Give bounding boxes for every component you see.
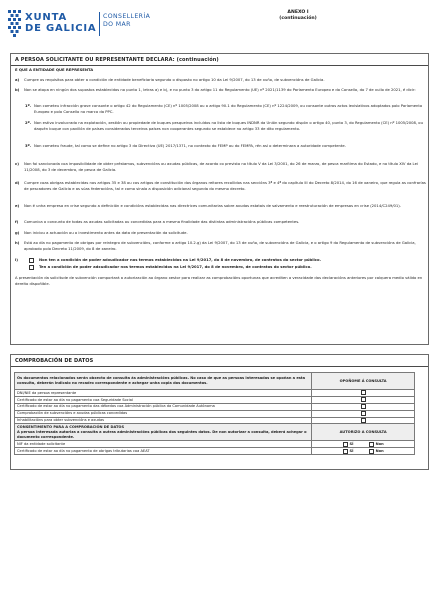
- table-row: [15, 403, 415, 410]
- item-label: c): [15, 162, 19, 166]
- yes-label: SÍ: [349, 449, 354, 454]
- item-label: f): [15, 220, 19, 224]
- no-label: Non: [375, 442, 384, 447]
- xunta-emblem-icon: [8, 10, 22, 38]
- yes-checkbox[interactable]: [343, 449, 348, 454]
- oppose-checkbox[interactable]: [361, 397, 366, 402]
- item-text: Non cometeu fraude, tal como se define no artigo 3 da Directiva (UE) 2017/1371, no contexto do FEMP ou do FEMPA, rén así o determinara a autoridade competente.: [34, 144, 346, 148]
- table-row: [15, 417, 415, 424]
- table-header-row: [15, 373, 415, 390]
- yes-checkbox[interactable]: [343, 442, 348, 447]
- section-footer-note: A presentación da solicitude de subvención comportará a autorización ao órgano xestor para realizar as comprobacións oportunas que acrediten a veracidade das declaracións anteriores por calquera medio válido en dereito dispoñible.: [15, 276, 423, 286]
- annex-heading: [218, 10, 378, 22]
- item-label: 2º.: [25, 121, 32, 125]
- data-check-table: [14, 372, 415, 455]
- consent-text: A persoa interesada autoriza a consulta a outras administracións públicas dos seguintes datos. De non autorizar a consulta, deberá achegar o documento correspondente.: [17, 430, 307, 439]
- option-checkbox[interactable]: [29, 258, 34, 263]
- item-label: h): [15, 241, 20, 245]
- consent-header-row: [15, 424, 415, 441]
- item-label: b): [15, 88, 20, 92]
- consent-row: [15, 448, 415, 455]
- item-text: Non cometeu infracción grave consonte o artigo 42 do Regulamento (CE) nº 1005/2008 ou o artigo 90.1 do Regulamento (CE) nº 1224/2009, ou consonte outros actos lexislativos adoptados polo Parlamento Europeo e polo Consello no marco da PPC.: [34, 104, 423, 114]
- yes-label: SÍ: [349, 442, 354, 447]
- section-title: COMPROBACIÓN DE DATOS: [15, 358, 94, 364]
- item-text: Non se atopa en ningún dos supostos establecidos no punto 1, letras a) e b), e no punto 3 do artigo 11 do Regulamento (UE) nº 2021/1139 do Parlamento Europeo e do Consello, do 7 de xullo de 2021, é dicir:: [24, 88, 416, 92]
- section-title: A PERSOA SOLICITANTE OU REPRESENTANTE DECLARA: (continuación): [15, 57, 219, 63]
- item-label: a): [15, 78, 20, 82]
- item-label: 1º.: [25, 104, 32, 108]
- table-row: [15, 390, 415, 397]
- item-text: Non foi sancionada coa imposibilidade de obter préstamos, subvencións ou axudas públicas, de acordo co previsto no título V da Lei 3/2001, do 26 de marzo, de pesca marítima do Estado, e no título XIV da Lei 11/2008, do 3 de decembro, de pesca de Galicia.: [24, 162, 418, 172]
- row-label: Certificado de estar ao día no pagamento de obrigas tributarias coa AEAT: [15, 448, 312, 455]
- no-checkbox[interactable]: [369, 442, 374, 447]
- yes-option[interactable]: [343, 442, 354, 447]
- option-text: Ten a condición de poder adxudicador nos termos establecidos na Lei 9/2017, do 8 de novembro, de contratos do sector público.: [39, 265, 312, 269]
- section-title-rule: [11, 366, 428, 367]
- item-text: Comunica o conxunto de todas as axudas solicitadas ou concedidas para a mesma finalidade das distintas administracións públicas competentes.: [24, 220, 300, 224]
- row-label: Certificado de estar ao día no pagamento coa Seguridade Social: [15, 396, 312, 403]
- authorize-header: AUTORIZO A CONSULTA: [312, 424, 415, 441]
- table-intro: Os documentos relacionados serán obxecto de consulta ás administracións públicas. No caso de que as persoas interesadas se opoñan a esta consulta, deberán indicalo no recadro correspondente e achegar unha copia dos documentos.: [15, 373, 312, 390]
- annex-title: ANEXO I: [287, 10, 309, 15]
- consent-row: [15, 441, 415, 448]
- option-text: Non ten a condición de poder adxudicador nos termos establecidos na Lei 9/2017, do 8 de novembro, de contratos do sector público.: [39, 258, 322, 262]
- item-label: d): [15, 181, 20, 185]
- item-label: g): [15, 231, 20, 235]
- oppose-checkbox[interactable]: [361, 418, 366, 423]
- logo-divider: [99, 12, 100, 36]
- item-text: Está ao día no pagamento de obrigas por reintegro de subvencións, conforme o artigo 10.2.g) da Lei 9/2007, do 13 de xuño, de subvencións de Galicia, e o artigo 9 do Regulamento de subvencións de Galicia, aprobado polo Decreto 11/2009, do 8 de xaneiro.: [24, 241, 416, 251]
- table-row: [15, 396, 415, 403]
- consent-heading: [15, 424, 312, 441]
- item-text: Cumpre coas obrigas establecidas nos artigos 35 e 38 ou cos artigos de constitución dos órganos reitores recollidos nas seccións 3ª e 4ª do capítulo III do Decreto 8/2014, do 16 de xaneiro, que regula as confrarías de pescadores de Galicia e as súas federacións, tal e como sinala a disposición adicional segunda do mesmo decreto.: [24, 181, 426, 191]
- row-label: Certificado de estar ao día no pagamento das débedas coa Administración pública da Comunidade Autónoma: [15, 403, 312, 410]
- logo-name: XUNTA DE GALICIA: [25, 12, 97, 34]
- item-text: Cumpre os requisitos para obter a condición de entidade beneficiaria segundo o disposto no artigo 10 da Lei 9/2007, do 13 de xuño, de subvencións de Galicia.: [24, 78, 325, 82]
- item-text: Non iniciou a actuación ou o investimento antes da data de presentación da solicitude.: [24, 231, 188, 235]
- xunta-logo: [8, 8, 158, 42]
- item-label: e): [15, 204, 20, 208]
- oppose-header: OPOÑOME Á CONSULTA: [312, 373, 415, 390]
- yes-option[interactable]: [343, 449, 354, 454]
- no-checkbox[interactable]: [369, 449, 374, 454]
- row-label: Inhabilitacións para obter subvencións e axudas: [15, 417, 312, 424]
- oppose-checkbox[interactable]: [361, 390, 366, 395]
- item-text: Non estivo involucrado na explotación, xestión ou propiedade de buques pesqueiros incluídos na lista de buques INDNR da Unión segundo dispón o artigo 40, punto 3, do Regulamento (CE) nº 1005/2008, ou daquén buque con pavillón de países considerados terceiros países non cooperantes segundo se establece no artigo 33 de dito regulamento.: [34, 121, 423, 131]
- option-checkbox[interactable]: [29, 265, 34, 270]
- no-option[interactable]: [369, 449, 384, 454]
- item-label: 3º.: [25, 144, 32, 148]
- logo-department: CONSELLERÍA DO MAR: [103, 13, 151, 28]
- no-label: Non: [375, 449, 384, 454]
- item-label: i): [15, 258, 18, 262]
- section-title-rule: [11, 65, 428, 66]
- row-label: NIF da entidade solicitante: [15, 441, 312, 448]
- oppose-checkbox[interactable]: [361, 411, 366, 416]
- no-option[interactable]: [369, 442, 384, 447]
- oppose-checkbox[interactable]: [361, 404, 366, 409]
- row-label: Comprobación de subvencións e axudas públicas concedidas: [15, 410, 312, 417]
- document-header: [6, 6, 433, 46]
- row-label: DNI/NIE da persoa representante: [15, 390, 312, 397]
- consent-title: CONSENTIMENTO PARA A COMPROBACIÓN DE DATOS: [17, 425, 125, 430]
- declaration-section: [10, 53, 429, 345]
- table-row: [15, 410, 415, 417]
- section-intro: E QUE A ENTIDADE QUE REPRESENTA: [15, 68, 94, 72]
- annex-subtitle: (continuación): [279, 16, 317, 21]
- item-text: Non é unha empresa en crise segundo a definición e condicións establecidas nas directrices comunitarias sobre axudas estatais de salvamento e reestruturación de empresas en crise (2014/C249/01).: [24, 204, 401, 208]
